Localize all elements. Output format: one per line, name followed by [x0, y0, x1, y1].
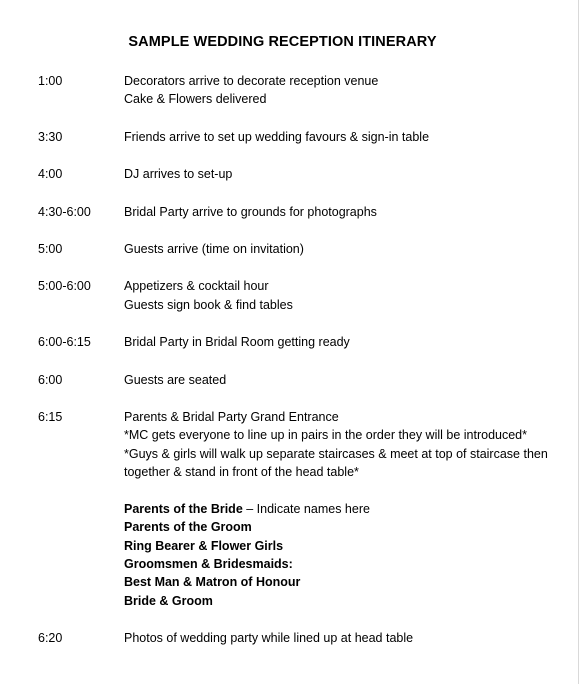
document-title: SAMPLE WEDDING RECEPTION ITINERARY	[128, 34, 437, 50]
entrance-role-name: Parents of the Bride	[124, 501, 243, 516]
entry-line: Decorators arrive to decorate reception venue	[124, 74, 379, 88]
entry-description	[124, 165, 564, 183]
entrance-role	[124, 573, 564, 591]
itinerary-entry	[0, 371, 579, 389]
itinerary-entry	[0, 203, 579, 221]
entrance-role	[124, 537, 564, 555]
itinerary-entry	[0, 72, 579, 109]
entry-line: Guests are seated	[124, 372, 227, 387]
itinerary-list	[0, 72, 579, 667]
itinerary-entry	[0, 408, 579, 610]
entry-line: DJ arrives to set-up	[124, 167, 233, 182]
entry-description	[124, 629, 564, 647]
entrance-role	[124, 592, 564, 610]
entry-description	[124, 333, 564, 351]
entry-time: 4:00	[38, 167, 63, 182]
itinerary-entry	[0, 277, 579, 314]
itinerary-entry	[0, 240, 579, 258]
itinerary-entry	[0, 165, 579, 183]
entrance-role-name: Best Man & Matron of Honour	[124, 575, 301, 590]
entry-time: 6:15	[38, 410, 63, 425]
itinerary-entry	[0, 128, 579, 146]
entry-line: Guests sign book & find tables	[124, 297, 293, 312]
entry-line: Photos of wedding party while lined up at head table	[124, 631, 414, 646]
itinerary-entry	[0, 333, 579, 351]
entry-time: 6:00	[38, 372, 63, 387]
entrance-role-name: Ring Bearer & Flower Girls	[124, 538, 284, 553]
entry-time: 6:20	[38, 631, 63, 646]
entry-time: 3:30	[38, 129, 63, 144]
entry-description	[124, 277, 564, 314]
entry-line: Bridal Party arrive to grounds for photographs	[124, 204, 377, 219]
entry-description	[124, 408, 564, 610]
entrance-role	[124, 500, 564, 518]
entry-line: *Guys & girls will walk up separate staircases & meet at top of staircase then	[124, 446, 548, 461]
entrance-role-name: Bride & Groom	[124, 593, 213, 608]
entry-description	[124, 128, 564, 146]
entry-time: 6:00-6:15	[38, 335, 91, 350]
entry-line: Friends arrive to set up wedding favours & sign-in table	[124, 129, 430, 144]
entry-description	[124, 371, 564, 389]
entry-time: 1:00	[38, 74, 63, 88]
entrance-order-list	[124, 500, 564, 610]
itinerary-entry	[0, 629, 579, 647]
entry-time: 5:00	[38, 242, 63, 257]
entry-description	[124, 72, 564, 109]
entry-time: 4:30-6:00	[38, 204, 91, 219]
entry-line: *MC gets everyone to line up in pairs in the order they will be introduced*	[124, 428, 527, 443]
entrance-role	[124, 518, 564, 536]
entrance-role	[124, 555, 564, 573]
entry-time: 5:00-6:00	[38, 279, 91, 294]
entry-description	[124, 240, 564, 258]
entry-line: together & stand in front of the head table*	[124, 465, 359, 480]
entry-line: Bridal Party in Bridal Room getting ready	[124, 335, 350, 350]
entry-line: Cake & Flowers delivered	[124, 92, 267, 107]
entry-line: Appetizers & cocktail hour	[124, 279, 269, 294]
entrance-role-name: Parents of the Groom	[124, 520, 252, 535]
entry-line: Guests arrive (time on invitation)	[124, 242, 304, 257]
entry-description	[124, 203, 564, 221]
entry-line: Parents & Bridal Party Grand Entrance	[124, 410, 339, 425]
entrance-role-name: Groomsmen & Bridesmaids:	[124, 556, 293, 571]
entrance-role-note: – Indicate names here	[242, 501, 370, 516]
